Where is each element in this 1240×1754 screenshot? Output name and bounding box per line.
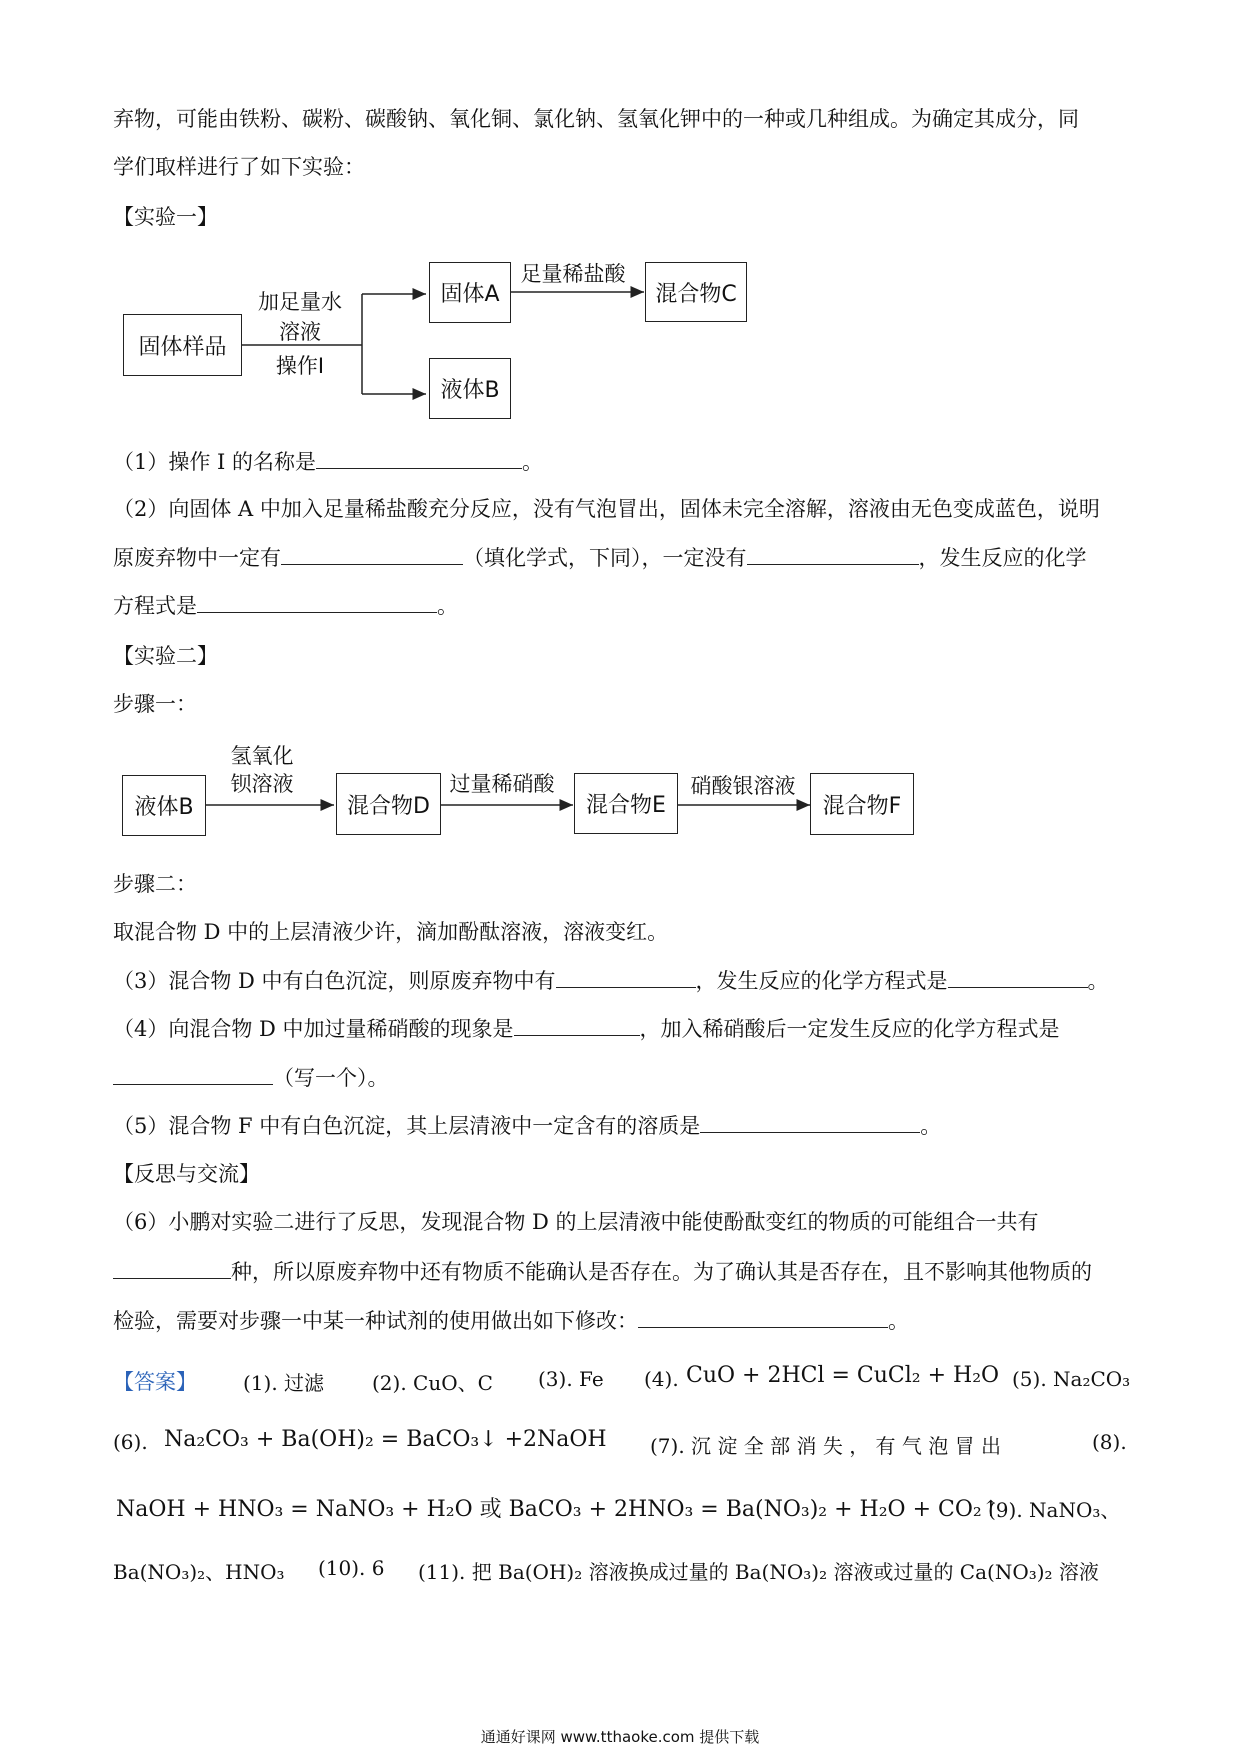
answer-9-b: Ba(NO₃)₂、HNO₃ bbox=[113, 1560, 285, 1584]
label-hcl: 足量稀盐酸 bbox=[520, 262, 626, 286]
q2-blank-1[interactable] bbox=[281, 542, 463, 565]
reagent-baoh-2: 钡溶液 bbox=[230, 772, 294, 796]
exp2-heading: 【实验二】 bbox=[113, 644, 218, 668]
q2-text-e: 。 bbox=[437, 594, 458, 618]
answer-7: (7). 沉 淀 全 部 消 失 ， 有 气 泡 冒 出 bbox=[650, 1434, 1001, 1458]
answer-6-num: (6). bbox=[113, 1430, 148, 1454]
q1 bbox=[113, 446, 543, 477]
reagent-hno3: 过量稀硝酸 bbox=[449, 772, 555, 796]
q5-text-b: 。 bbox=[920, 1114, 942, 1138]
q3 bbox=[113, 965, 1109, 996]
footer-source: 通通好课网 www.tthaoke.com 提供下载 bbox=[480, 1728, 760, 1746]
q4-line-1 bbox=[113, 1013, 1060, 1044]
q2-blank-2[interactable] bbox=[747, 542, 919, 565]
box-solid-sample: 固体样品 bbox=[123, 314, 242, 376]
op-label-water: 加足量水 bbox=[258, 290, 342, 314]
answer-8-eq: NaOH + HNO₃ = NaNO₃ + H₂O 或 BaCO₃ + 2HNO₃ = Ba(NO₃)₂ + H₂O + CO₂↑ bbox=[116, 1497, 1001, 1522]
box-liquid-b: 液体B bbox=[429, 358, 511, 419]
box-mixture-d: 混合物D bbox=[336, 773, 441, 835]
q6-blank-2[interactable] bbox=[638, 1305, 888, 1328]
answer-8-num: (8). bbox=[1092, 1430, 1127, 1454]
q1-blank[interactable] bbox=[316, 446, 522, 469]
q6-text-2: 种，所以原废弃物中还有物质不能确认是否存在。为了确认其是否存在，且不影响其他物质的 bbox=[231, 1260, 1092, 1284]
q3-text-b: ，发生反应的化学方程式是 bbox=[695, 969, 948, 993]
q6-text-3a: 检验，需要对步骤一中某一种试剂的使用做出如下修改： bbox=[113, 1309, 638, 1333]
answer-11: (11). 把 Ba(OH)₂ 溶液换成过量的 Ba(NO₃)₂ 溶液或过量的 Ca(NO₃)₂ 溶液 bbox=[418, 1560, 1099, 1584]
q6-text-3b: 。 bbox=[888, 1309, 909, 1333]
box-mixture-f: 混合物F bbox=[810, 773, 914, 835]
op-label-solution: 溶液 bbox=[279, 320, 321, 344]
q6-line-2 bbox=[113, 1256, 1092, 1287]
step2-text: 取混合物 D 中的上层清液少许，滴加酚酞溶液，溶液变红。 bbox=[113, 920, 669, 944]
answer-4-eq: CuO + 2HCl = CuCl₂ + H₂O bbox=[686, 1363, 1000, 1388]
q4-blank-1[interactable] bbox=[514, 1013, 640, 1036]
q5 bbox=[113, 1110, 941, 1141]
q4-text-a: （4）向混合物 D 中加过量稀硝酸的现象是 bbox=[113, 1017, 514, 1041]
answer-2: (2). CuO、C bbox=[372, 1371, 493, 1395]
q2-blank-3[interactable] bbox=[197, 590, 437, 613]
answer-4-num: (4). bbox=[644, 1367, 679, 1391]
step1-label: 步骤一： bbox=[113, 692, 197, 716]
exp1-heading: 【实验一】 bbox=[113, 205, 218, 229]
step2-label: 步骤二： bbox=[113, 872, 197, 896]
q3-blank-2[interactable] bbox=[948, 965, 1088, 988]
q3-text-c: 。 bbox=[1087, 969, 1109, 993]
box-solid-a: 固体A bbox=[429, 262, 511, 323]
answer-10: (10). 6 bbox=[318, 1556, 385, 1580]
q6-blank-1[interactable] bbox=[113, 1256, 231, 1279]
reagent-baoh-1: 氢氧化 bbox=[230, 744, 294, 768]
q1-text: （1）操作 I 的名称是 bbox=[113, 450, 317, 474]
reagent-agno3: 硝酸银溶液 bbox=[690, 774, 796, 798]
reflect-heading: 【反思与交流】 bbox=[113, 1162, 260, 1186]
q2-line-2 bbox=[113, 542, 1087, 573]
q4-text-b: ，加入稀硝酸后一定发生反应的化学方程式是 bbox=[639, 1017, 1060, 1041]
q2-text-d: 方程式是 bbox=[113, 594, 197, 618]
q6-line-1: （6）小鹏对实验二进行了反思，发现混合物 D 的上层清液中能使酚酞变红的物质的可能组合一共有 bbox=[113, 1210, 1039, 1234]
answer-3: (3). Fe bbox=[538, 1367, 604, 1391]
q3-text-a: （3）混合物 D 中有白色沉淀，则原废弃物中有 bbox=[113, 969, 556, 993]
q2-line-1: （2）向固体 A 中加入足量稀盐酸充分反应，没有气泡冒出，固体未完全溶解，溶液由无色变成蓝色，说明 bbox=[113, 497, 1100, 521]
answer-5: (5). Na₂CO₃ bbox=[1012, 1367, 1131, 1391]
intro-line-1: 弃物，可能由铁粉、碳粉、碳酸钠、氧化铜、氯化钠、氢氧化钾中的一种或几种组成。为确定其成分，同 bbox=[113, 107, 1079, 131]
box-mixture-c: 混合物C bbox=[645, 262, 747, 322]
q4-text-c: （写一个）。 bbox=[273, 1066, 389, 1090]
q6-line-3 bbox=[113, 1305, 909, 1336]
box-liquid-b-2: 液体B bbox=[122, 775, 206, 836]
q2-text-b: （填化学式，下同），一定没有 bbox=[463, 546, 747, 570]
answer-1: (1). 过滤 bbox=[243, 1371, 325, 1395]
answer-9-a: (9). NaNO₃、 bbox=[988, 1498, 1121, 1522]
q4-blank-2[interactable] bbox=[113, 1062, 273, 1085]
q2-text-a: 原废弃物中一定有 bbox=[113, 546, 281, 570]
q2-text-c: ，发生反应的化学 bbox=[918, 546, 1087, 570]
q1-suffix: 。 bbox=[522, 450, 544, 474]
q4-line-2 bbox=[113, 1062, 389, 1093]
q5-text-a: （5）混合物 F 中有白色沉淀，其上层清液中一定含有的溶质是 bbox=[113, 1114, 701, 1138]
q3-blank-1[interactable] bbox=[556, 965, 696, 988]
op-label-operation: 操作I bbox=[275, 354, 325, 378]
intro-line-2: 学们取样进行了如下实验： bbox=[113, 155, 365, 179]
q5-blank[interactable] bbox=[700, 1110, 920, 1133]
q2-line-3 bbox=[113, 590, 458, 621]
answer-label: 【答案】 bbox=[113, 1370, 197, 1394]
box-mixture-e: 混合物E bbox=[574, 773, 678, 834]
answer-6-eq: Na₂CO₃ + Ba(OH)₂ = BaCO₃↓ +2NaOH bbox=[164, 1427, 607, 1452]
